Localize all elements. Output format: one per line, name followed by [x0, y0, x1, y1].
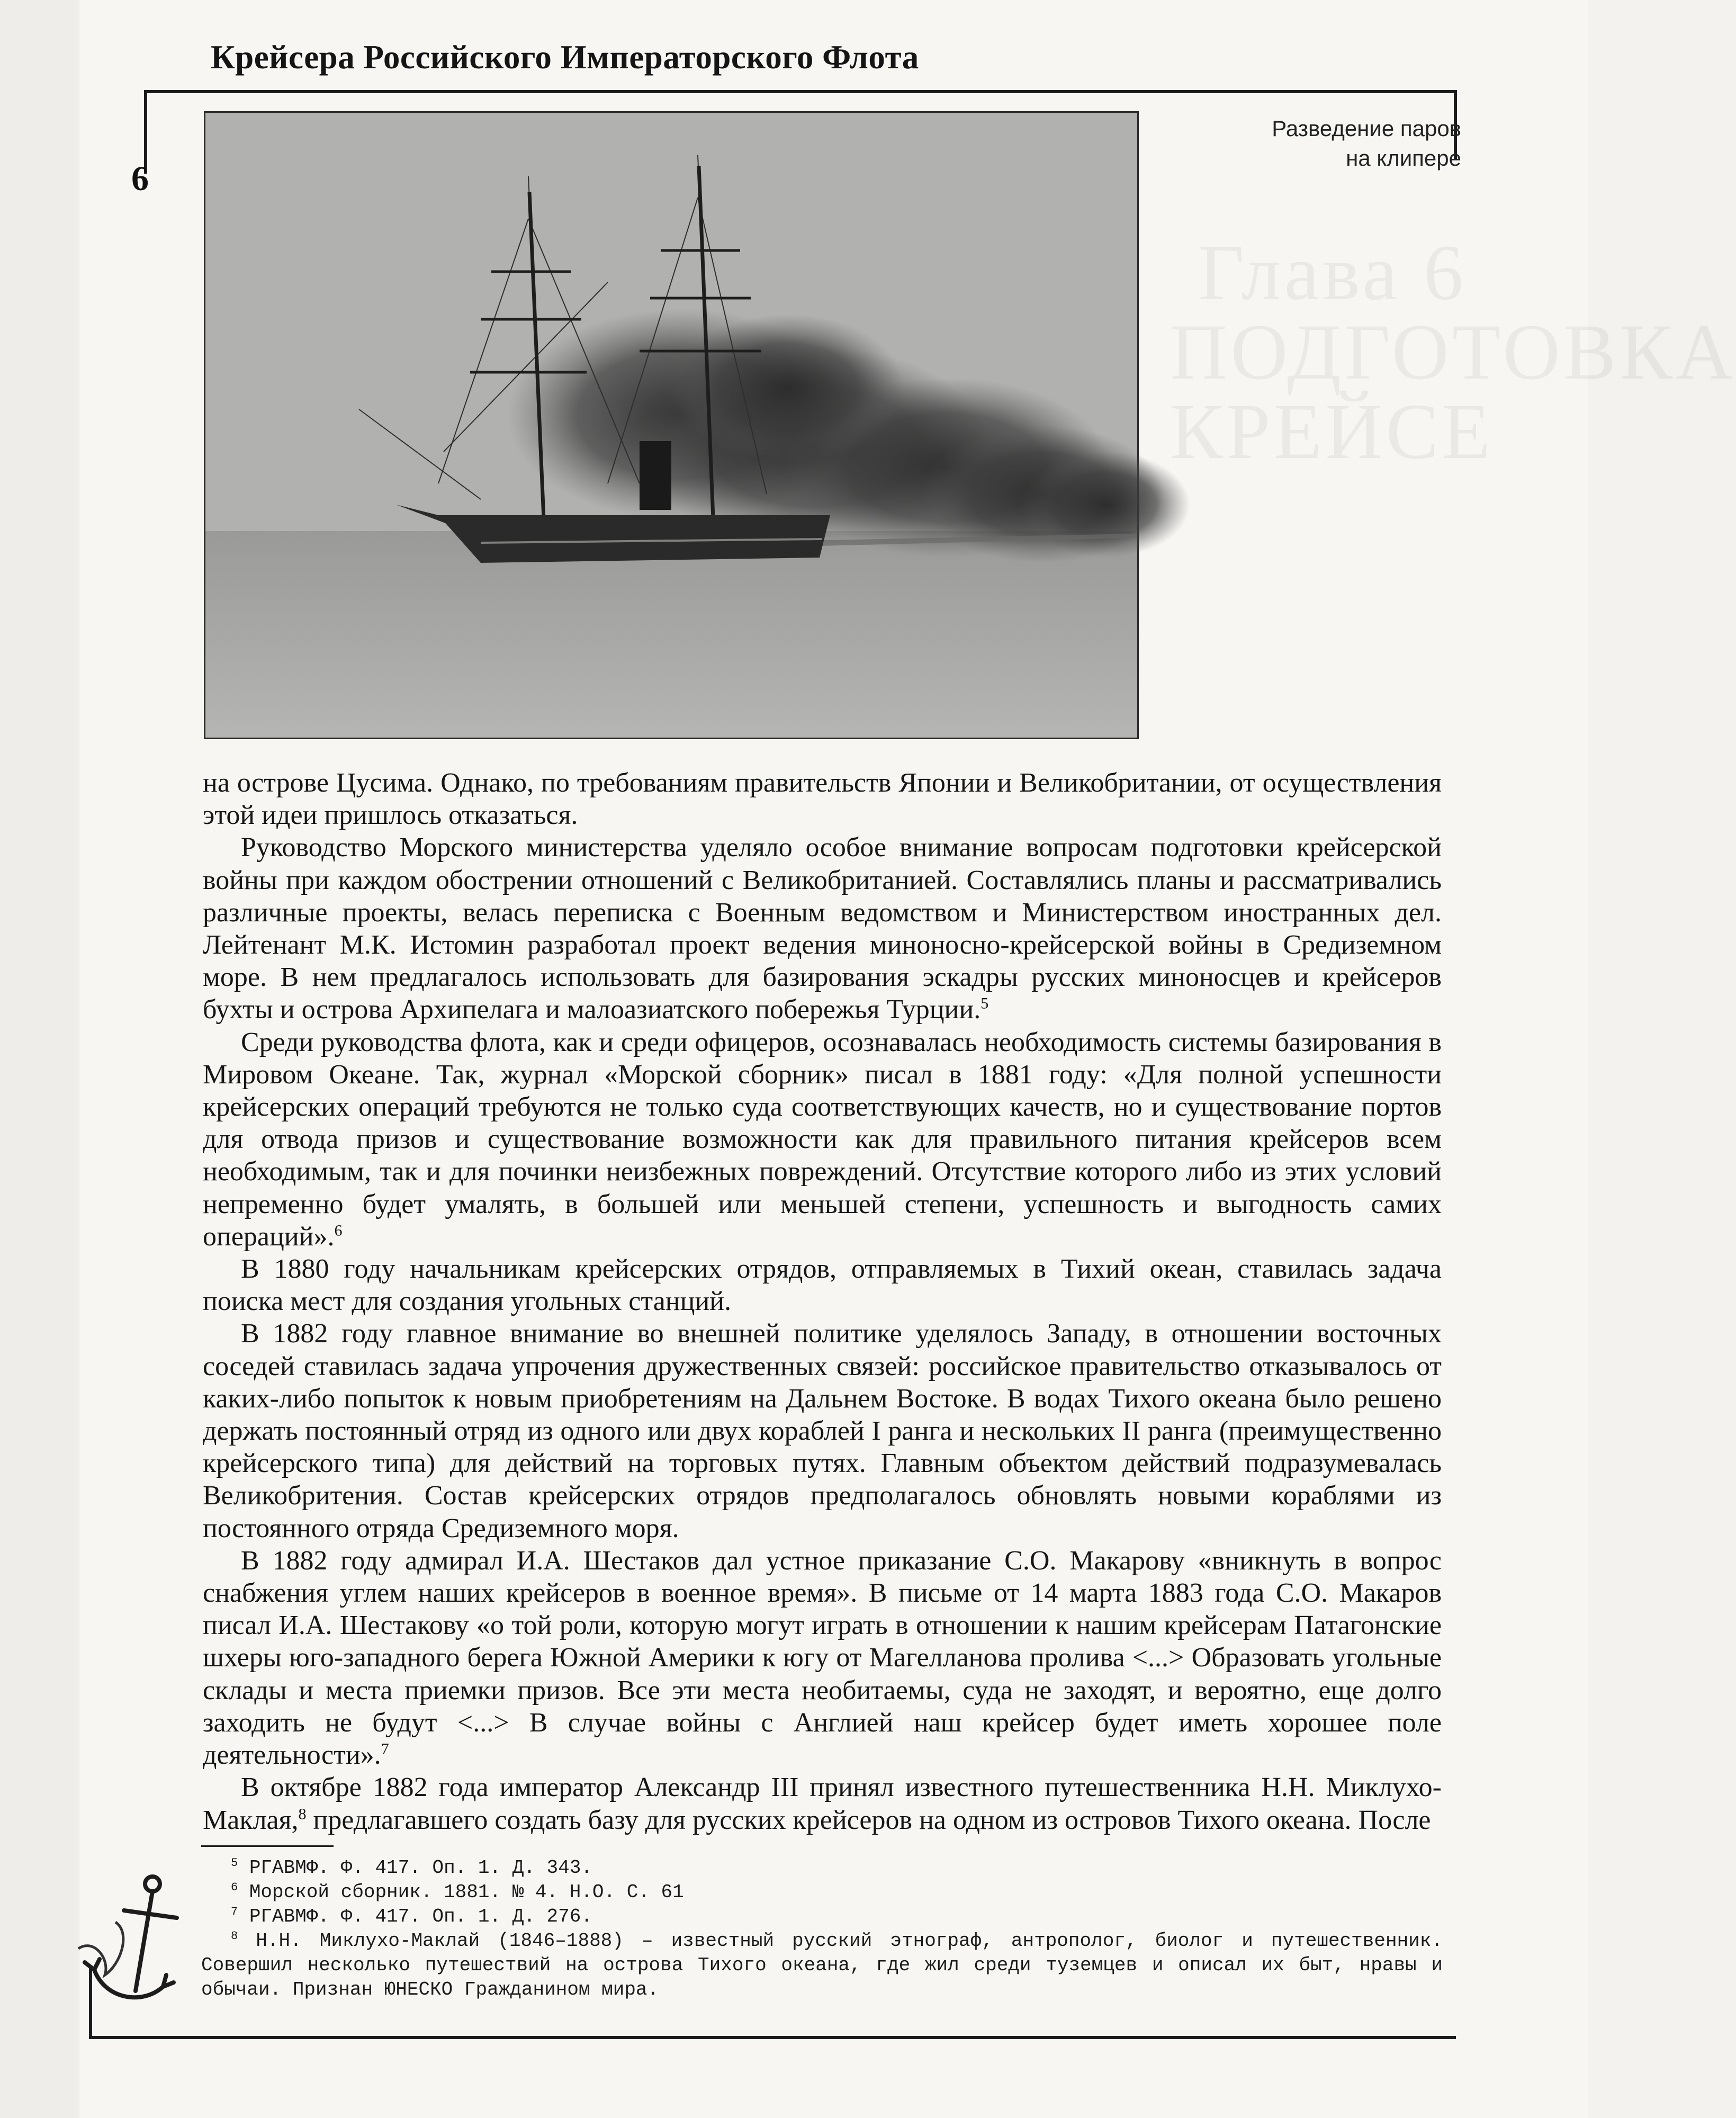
show-through-text [1170, 229, 1736, 475]
paragraph [203, 767, 1442, 831]
clipper-ship-illustration [205, 113, 1137, 738]
paragraph [203, 1545, 1442, 1771]
paragraph-text: В 1882 году главное внимание во внешней политике уделялось Западу, в отношении восточных соседей ставилась задача упрочения дружественных связей: российское правительство отказывалось от каких-либо попыток к новым приобретениям на Дальнем Востоке. В водах Тихого океана было решено держать постоянный отряд из одного или двух кораблей I ранга и нескольких II ранга (преимущественно крейсерского типа) для действий на торговых путях. Главным объектом действий подразумевалась Великобритения. Состав крейсерских отрядов предполагалось обновлять новыми кораблями из постоянного отряда Средиземного моря. [203, 1318, 1442, 1543]
footnote-ref[interactable]: 6 [334, 1222, 343, 1240]
footnote-text: РГАВМФ. Ф. 417. Оп. 1. Д. 343. [249, 1857, 592, 1879]
footnote-ref[interactable]: 8 [298, 1805, 307, 1823]
paragraph [203, 1317, 1442, 1544]
header-rule [144, 90, 1457, 93]
footnote-text: РГАВМФ. Ф. 417. Оп. 1. Д. 276. [249, 1906, 592, 1927]
anchor-icon [73, 1869, 200, 2007]
footnote-text: Морской сборник. 1881. № 4. Н.О. С. 61 [249, 1881, 684, 1903]
footnote [201, 1880, 1443, 1905]
ship-photo [204, 111, 1139, 739]
ghost-line: КРЕЙСЕ [1170, 388, 1494, 475]
paragraph [203, 831, 1442, 1026]
ghost-line: ПОДГОТОВКА [1170, 308, 1736, 396]
caption-line: Разведение паров [1272, 116, 1461, 141]
paragraph [203, 1253, 1442, 1317]
footnote-number: 7 [231, 1905, 238, 1918]
paragraph-text: Среди руководства флота, как и среди офицеров, осознавалась необходимость системы базирования в Мировом Океане. Так, журнал «Морской сборник» писал в 1881 году: «Для полной успешности крейсерских операций требуются не только суда соответствующих качеств, но и существование портов для отвода призов и существование возможности как для правильного питания крейсеров всем необходимым, так и для починки неизбежных повреждений. Отсутствие которого либо из этих условий непременно будет умалять, в большей или меньшей степени, успешность и выгодность самих операций». [203, 1027, 1442, 1252]
footnote-number: 5 [231, 1856, 238, 1870]
body-text [203, 767, 1442, 1836]
paragraph [203, 1026, 1442, 1253]
paragraph [203, 1771, 1442, 1836]
footnote [201, 1856, 1443, 1880]
footer-rule-left [89, 1967, 92, 2039]
footnotes [201, 1856, 1443, 2002]
photo-caption [1234, 114, 1461, 173]
paragraph-text: В 1882 году адмирал И.А. Шестаков дал устное приказание С.О. Макарову «вникнуть в вопрос снабжения углем наших крейсеров в военное время». В письме от 14 марта 1883 года С.О. Макаров писал И.А. Шестакову «о той роли, которую могут играть в отношении к нашим крейсерам Патагонские шхеры юго-западного берега Южной Америки к югу от Магелланова пролива <...> Образовать угольные склады и места приемки призов. Все эти места необитаемы, суда не заходят, и вероятно, еще долго заходить не будут <...> В случае войны с Англией наш крейсер будет иметь хорошее поле деятельности». [203, 1545, 1442, 1771]
paragraph-text: В 1880 году начальникам крейсерских отрядов, отправляемых в Тихий океан, ставилась задача поиска мест для создания угольных станций. [203, 1254, 1442, 1317]
page-number: 6 [131, 159, 149, 198]
footnote [201, 1929, 1443, 2002]
ghost-line: Глава 6 [1198, 229, 1467, 317]
footnote-ref[interactable]: 5 [981, 995, 989, 1013]
footer-rule [89, 2036, 1456, 2039]
page-gutter [0, 0, 79, 2118]
footnote-number: 6 [231, 1881, 238, 1894]
footnote [201, 1905, 1443, 1929]
footnote-ref[interactable]: 7 [381, 1740, 389, 1758]
running-title: Крейсера Российского Императорского Флота [211, 39, 919, 76]
paragraph-text: В октябре 1882 года император Александр III принял известного путешественника Н.Н. Миклухо-Маклая, [203, 1772, 1442, 1835]
paragraph-text: Руководство Морского министерства уделяло особое внимание вопросам подготовки крейсерской войны при каждом обострении отношений с Великобританией. Составлялись планы и рассматривались различные проекты, велась переписка с Военным ведомством и Министерством иностранных дел. Лейтенант М.К. Истомин разработал проект ведения миноносно-крейсерской войны в Средиземном море. В нем предлагалось использовать для базирования эскадры русских миноносцев и крейсеров бухты и острова Архипелага и малоазиатского побережья Турции. [203, 832, 1442, 1025]
footnote-rule [201, 1845, 334, 1847]
caption-line: на клипере [1346, 146, 1461, 170]
footnote-number: 8 [231, 1929, 238, 1943]
footnote-text: Н.Н. Миклухо-Маклай (1846–1888) – известный русский этнограф, антрополог, биолог и путешественник. Совершил несколько путешествий на острова Тихого океана, где жил среди туземцев и описал их быт, нравы и обычаи. Признан ЮНЕСКО Гражданином мира. [201, 1930, 1443, 2000]
paragraph-text: предлагавшего создать базу для русских крейсеров на одном из островов Тихого океана. После [306, 1805, 1431, 1835]
paragraph-text: на острове Цусима. Однако, по требованиям правительств Японии и Великобритании, от осуществления этой идеи пришлось отказаться. [203, 768, 1442, 831]
